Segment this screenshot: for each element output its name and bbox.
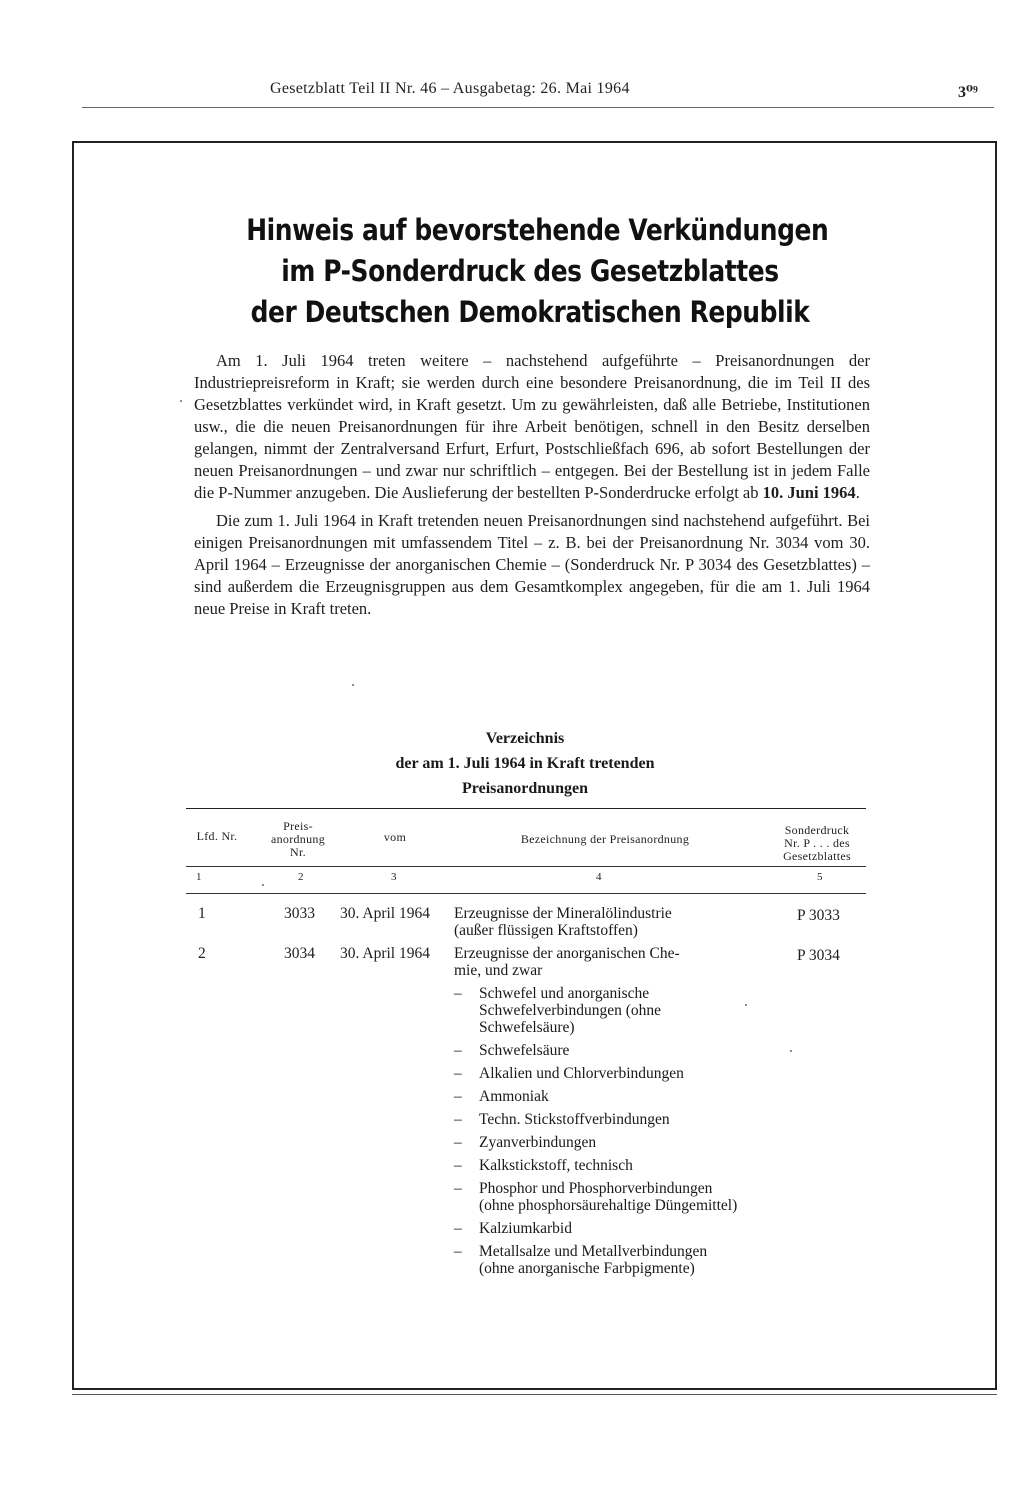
- row-2-nr: 3034: [284, 945, 315, 962]
- column-number: 5: [817, 871, 823, 883]
- row-1-vom: 30. April 1964: [340, 905, 430, 922]
- list-item-text: Metallsalze und Metallverbindungen (ohne anorganische Farbpigmente): [479, 1243, 708, 1277]
- list-item: [454, 1134, 746, 1151]
- paragraph-2: Die zum 1. Juli 1964 in Kraft tretenden neuen Preisanordnungen sind nachstehend aufgeführt. Bei einigen Preisanordnungen mit umfassendem Titel – z. B. bei der Preisanordnung Nr. 3034 vom 30. April 1964 – Erzeugnisse der anorganischen Chemie – (Sonderdruck Nr. P 3034 des Gesetzblattes) – sind außerdem die Erzeugnisgruppen aus dem Gesamtkomplex angegeben, für die am 1. Juli 1964 neue Preise in Kraft treten.: [194, 511, 870, 618]
- dash-bullet: –: [454, 985, 462, 1002]
- notice-title: [246, 210, 829, 333]
- scan-speck: [790, 1050, 792, 1052]
- table-header-rule: [186, 866, 866, 867]
- list-item-text: Zyanverbindungen: [479, 1134, 597, 1151]
- dash-bullet: –: [454, 1111, 462, 1128]
- col-header-preisanordnung: [256, 820, 340, 859]
- row-1-sonderdruck: P 3033: [797, 907, 840, 924]
- list-title-line: der am 1. Juli 1964 in Kraft tretenden: [395, 755, 655, 772]
- column-number: 2: [298, 871, 304, 883]
- row-1-desc: [454, 905, 746, 939]
- col-header-line: Sonderdruck: [784, 823, 850, 837]
- list-item: [454, 1111, 746, 1128]
- column-number: 3: [391, 871, 397, 883]
- list-item-text: Techn. Stickstoffverbindungen: [479, 1111, 670, 1128]
- dash-bullet: –: [454, 1065, 462, 1082]
- page-number: 3⁰⁹: [958, 84, 978, 101]
- notice-title-line: Hinweis auf bevorstehende Verkündungen: [246, 213, 829, 247]
- list-item-text: Ammoniak: [479, 1088, 549, 1105]
- col-header-line: Nr.: [290, 845, 306, 859]
- column-number: 1: [196, 871, 202, 883]
- list-item: [454, 1220, 746, 1237]
- dash-bullet: –: [454, 1134, 462, 1151]
- list-item: [454, 985, 746, 1036]
- frame-bottom-rule: [72, 1394, 997, 1395]
- delivery-date: 10. Juni 1964: [762, 483, 856, 502]
- dash-bullet: –: [454, 1088, 462, 1105]
- desc-line: Erzeugnisse der Mineralölindustrie: [454, 905, 672, 922]
- list-item-text: Alkalien und Chlorverbindungen: [479, 1065, 684, 1082]
- table-top-rule: [186, 808, 866, 809]
- col-header-line: Gesetzblattes: [783, 849, 851, 863]
- dash-bullet: –: [454, 1180, 462, 1197]
- list-item: [454, 1065, 746, 1082]
- col-header-line: anordnung: [270, 832, 326, 846]
- notice-title-line: im P-Sonderdruck des Gesetzblattes: [281, 254, 779, 288]
- list-item-text: Schwefelsäure: [479, 1042, 570, 1059]
- col-header-sonderdruck: [762, 824, 872, 863]
- row-2-vom: 30. April 1964: [340, 945, 430, 962]
- desc-line: Erzeugnisse der anorganischen Che-: [454, 945, 680, 962]
- row-2-sonderdruck: P 3034: [797, 947, 840, 964]
- list-title-line: Preisanordnungen: [462, 780, 588, 797]
- header-rule: [82, 107, 994, 108]
- product-group-list: [454, 985, 746, 1283]
- col-header-line: Nr. P . . . des: [784, 836, 850, 850]
- list-item-text: Kalkstickstoff, technisch: [479, 1157, 633, 1174]
- column-number-rule: [186, 893, 866, 894]
- col-header-lfd-nr: Lfd. Nr.: [196, 829, 238, 843]
- dash-bullet: –: [454, 1042, 462, 1059]
- col-header-bezeichnung: Bezeichnung der Preisanordnung: [520, 832, 690, 846]
- notice-title-line: der Deutschen Demokratischen Republik: [250, 295, 810, 329]
- desc-line: (außer flüssigen Kraftstoffen): [454, 922, 638, 939]
- list-title-line: Verzeichnis: [485, 730, 565, 747]
- paragraph-1: [194, 350, 870, 504]
- scan-speck: [745, 1004, 747, 1006]
- list-item-text: Schwefel und anorganische Schwefelverbindungen (ohne Schwefelsäure): [479, 985, 662, 1036]
- list-item-text: Phosphor und Phosphorverbindungen (ohne phosphorsäurehaltige Düngemittel): [479, 1180, 738, 1214]
- running-head: Gesetzblatt Teil II Nr. 46 – Ausgabetag: 26. Mai 1964: [270, 80, 630, 97]
- row-2-lfd: 2: [198, 945, 206, 962]
- col-header-line: Preis-: [283, 819, 313, 833]
- scan-speck: [352, 684, 354, 686]
- list-item: [454, 1243, 746, 1277]
- desc-line: mie, und zwar: [454, 962, 543, 979]
- row-1-nr: 3033: [284, 905, 315, 922]
- dash-bullet: –: [454, 1243, 462, 1260]
- list-item: [454, 1088, 746, 1105]
- paragraph-1-end: .: [855, 483, 860, 502]
- scan-speck: [180, 400, 182, 402]
- row-2-desc: [454, 945, 746, 979]
- list-item: [454, 1180, 746, 1214]
- col-header-vom: vom: [383, 830, 407, 844]
- list-item: [454, 1157, 746, 1174]
- paragraph-1-text: Am 1. Juli 1964 treten weitere – nachstehend aufgeführte – Preisanordnungen der Industriepreisreform in Kraft; sie werden durch eine besondere Preisanordnung, die im Teil II des Gesetzblattes verkündet wird, in Kraft gesetzt. Um zu gewährleisten, daß alle Betriebe, Institutionen usw., die die neuen Preisanordnungen für ihre Arbeit benötigen, schnell in den Besitz derselben gelangen, nimmt der Zentralversand Erfurt, Erfurt, Postschließfach 696, ab sofort Bestellungen der neuen Preisanordnungen – und zwar nur schriftlich – entgegen. Bei der Bestellung ist in jedem Falle die P-Nummer anzugeben. Die Auslieferung der bestellten P-Sonderdrucke erfolgt ab: [194, 351, 870, 502]
- dash-bullet: –: [454, 1220, 462, 1237]
- list-title: [340, 726, 710, 801]
- row-1-lfd: 1: [198, 905, 206, 922]
- scan-speck: [262, 884, 264, 886]
- list-item: [454, 1042, 746, 1059]
- column-number: 4: [596, 871, 602, 883]
- notice-body: [194, 350, 870, 626]
- list-item-text: Kalziumkarbid: [479, 1220, 572, 1237]
- dash-bullet: –: [454, 1157, 462, 1174]
